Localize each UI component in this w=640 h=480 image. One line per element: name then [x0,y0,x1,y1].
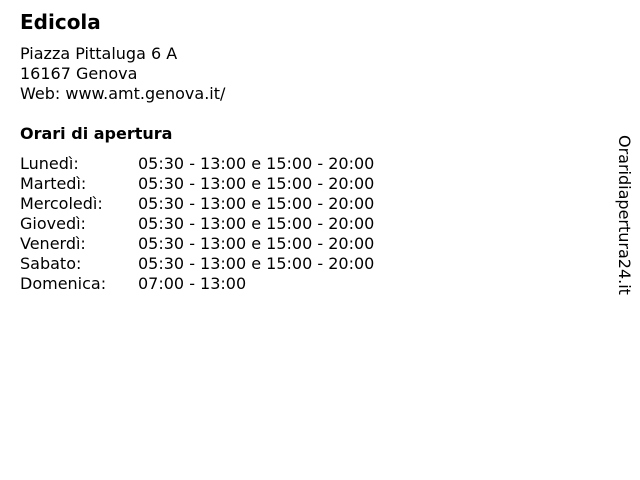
time-range: 05:30 - 13:00 e 15:00 - 20:00 [138,214,375,233]
time-range: 05:30 - 13:00 e 15:00 - 20:00 [138,234,375,253]
site-watermark [614,135,634,311]
watermark-text: Oraridiapertura24.it [615,135,634,295]
day-label: Giovedì: [20,214,86,233]
opening-hours-heading: Orari di apertura [20,124,173,143]
opening-hours-list [20,154,374,294]
shop-address [20,44,225,104]
day-label: Mercoledì: [20,194,103,213]
hours-row-tuesday [20,174,374,194]
hours-row-friday [20,234,374,254]
address-street: Piazza Pittaluga 6 A [20,44,178,63]
time-range: 05:30 - 13:00 e 15:00 - 20:00 [138,154,375,173]
time-range: 05:30 - 13:00 e 15:00 - 20:00 [138,174,375,193]
time-range: 05:30 - 13:00 e 15:00 - 20:00 [138,194,375,213]
day-label: Venerdì: [20,234,86,253]
shop-name: Edicola [20,10,101,34]
time-range: 05:30 - 13:00 e 15:00 - 20:00 [138,254,375,273]
hours-row-wednesday [20,194,374,214]
day-label: Martedì: [20,174,87,193]
hours-row-monday [20,154,374,174]
website-link[interactable]: Web: www.amt.genova.it/ [20,84,226,103]
day-label: Domenica: [20,274,107,293]
time-range: 07:00 - 13:00 [138,274,247,293]
hours-row-saturday [20,254,374,274]
day-label: Sabato: [20,254,82,273]
day-label: Lunedì: [20,154,79,173]
address-city: 16167 Genova [20,64,138,83]
hours-row-sunday [20,274,374,294]
hours-row-thursday [20,214,374,234]
